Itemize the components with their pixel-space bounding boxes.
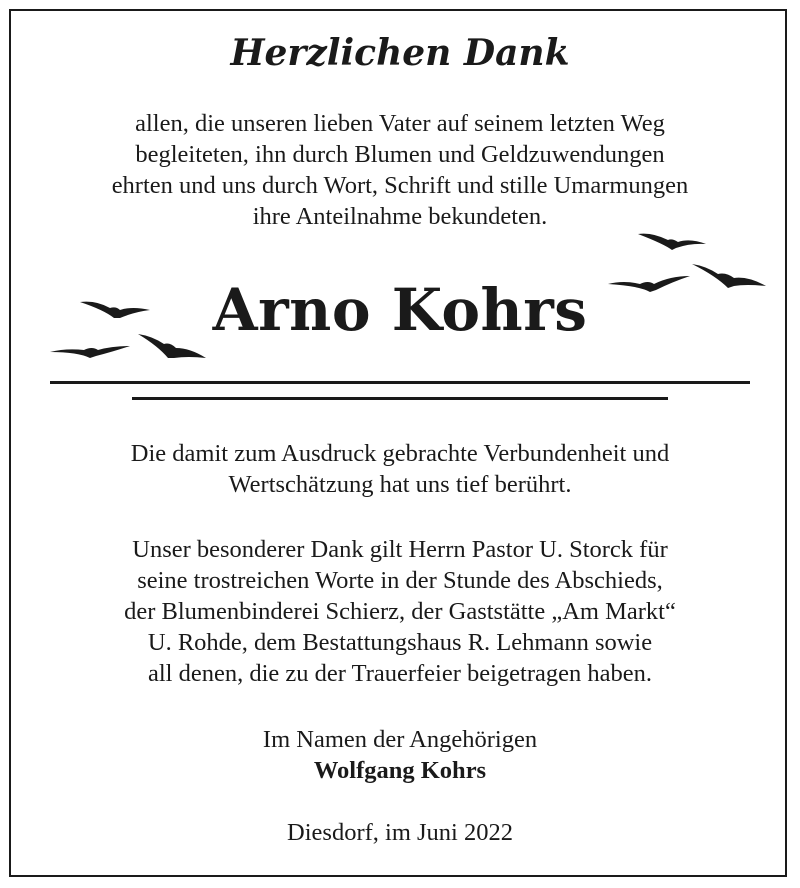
paragraph-thanks	[0, 534, 800, 689]
intro-line: allen, die unseren lieben Vater auf seinem letzten Weg	[135, 110, 665, 137]
paragraph-line: Die damit zum Ausdruck gebrachte Verbundenheit und	[130, 440, 670, 467]
divider-long	[50, 381, 750, 384]
paragraph-gratitude	[0, 438, 800, 500]
intro-line: begleiteten, ihn durch Blumen und Geldzuwendungen	[135, 141, 665, 168]
deceased-name: Arno Kohrs	[212, 276, 588, 344]
intro-text	[0, 108, 800, 232]
on-behalf-text: Im Namen der Angehörigen	[262, 726, 538, 753]
divider-short	[132, 397, 668, 400]
signer-name: Wolfgang Kohrs	[313, 757, 487, 784]
signature-block	[0, 724, 800, 786]
paragraph-line: der Blumenbinderei Schierz, der Gaststätte „Am Markt“	[124, 598, 676, 625]
place-date	[0, 817, 800, 848]
paragraph-line: U. Rohde, dem Bestattungshaus R. Lehmann sowie	[147, 629, 653, 656]
paragraph-line: seine trostreichen Worte in der Stunde des Abschieds,	[137, 567, 663, 594]
paragraph-line: all denen, die zu der Trauerfeier beigetragen haben.	[147, 660, 653, 687]
intro-line: ihre Anteilnahme bekundeten.	[252, 203, 548, 230]
place-date-text: Diesdorf, im Juni 2022	[287, 819, 513, 846]
paragraph-line: Wertschätzung hat uns tief berührt.	[228, 471, 572, 498]
notice-heading: Herzlichen Dank	[230, 32, 570, 74]
intro-line: ehrten und uns durch Wort, Schrift und stille Umarmungen	[111, 172, 689, 199]
paragraph-line: Unser besonderer Dank gilt Herrn Pastor U. Storck für	[132, 536, 668, 563]
